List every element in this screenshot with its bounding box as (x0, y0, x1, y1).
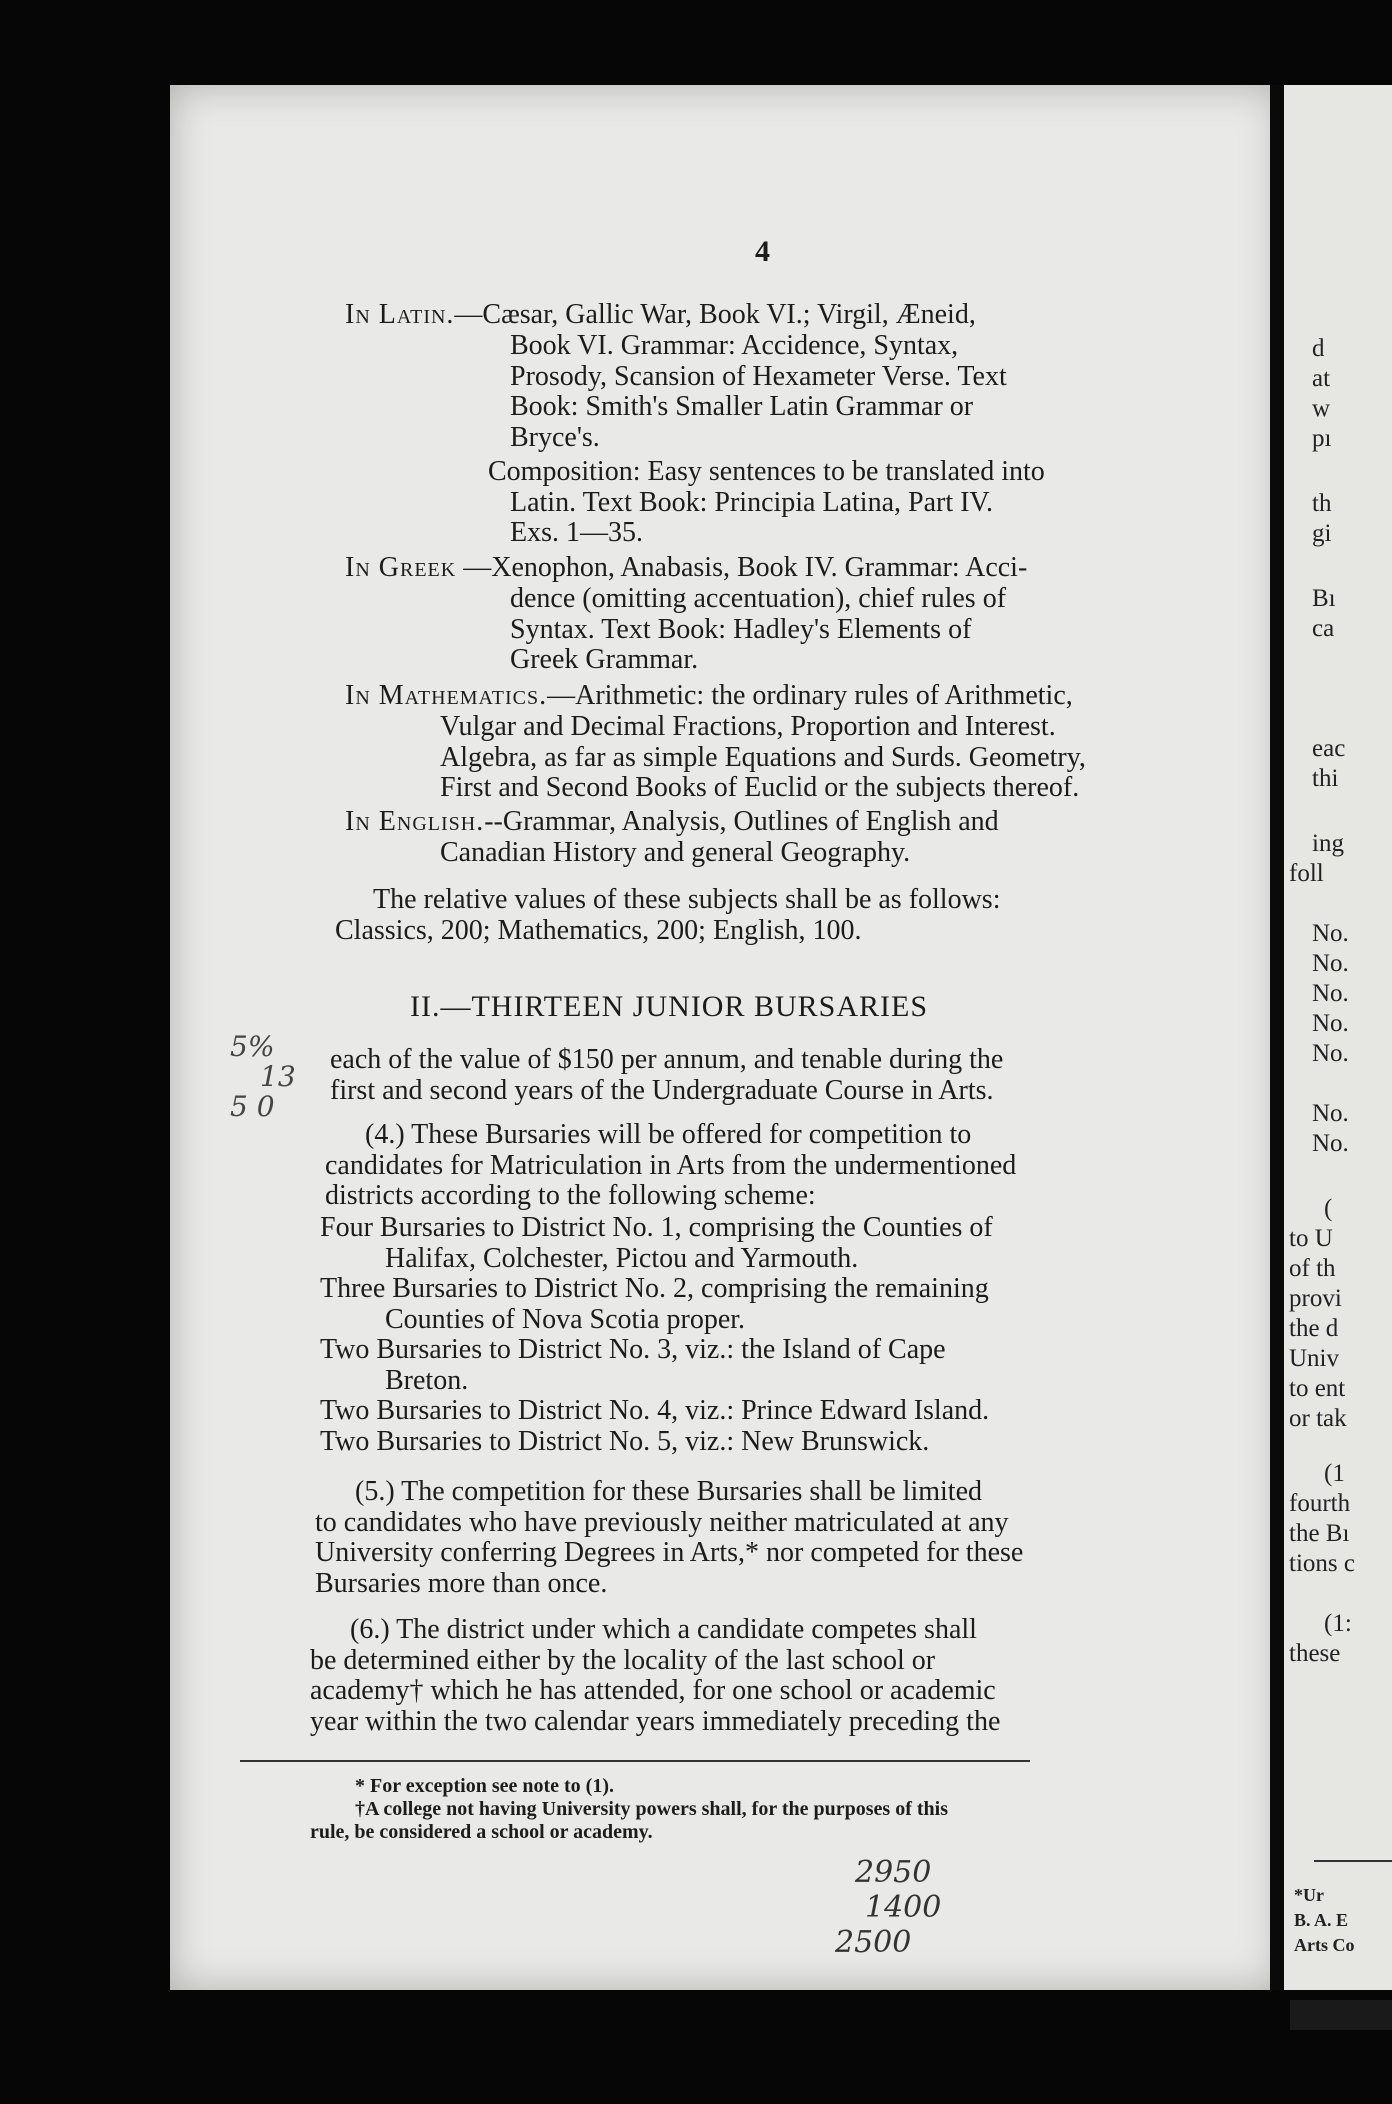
adjacent-page-line: Bı (1312, 585, 1336, 612)
composition-line-3: Exs. 1—35. (510, 517, 643, 548)
adjacent-footnote-divider (1314, 1860, 1392, 1862)
adjacent-page-line: th (1312, 490, 1332, 517)
footnote-2: †A college not having University powers shall, for the purposes of this (355, 1798, 948, 1820)
adjacent-page-line: (1 (1324, 1460, 1345, 1487)
footnote-3: rule, be considered a school or academy. (310, 1821, 653, 1843)
adjacent-page-line: No. (1312, 980, 1349, 1007)
adjacent-page-line: tions c (1289, 1550, 1355, 1577)
district-line-3: Three Bursaries to District No. 2, comprising the remaining (320, 1273, 989, 1304)
adjacent-page-line: (1: (1324, 1610, 1352, 1637)
latin-line-1: —Cæsar, Gallic War, Book VI.; Virgil, Æneid, (454, 299, 976, 330)
paragraph-6 (310, 1615, 1000, 1737)
values-line-2: Classics, 200; Mathematics, 200; English, 100. (335, 914, 862, 946)
adjacent-page-line: eac (1312, 735, 1346, 762)
district-line-5: Two Bursaries to District No. 3, viz.: the Island of Cape (320, 1334, 946, 1365)
latin-continuation (510, 331, 1007, 453)
adjacent-page-line: No. (1312, 1130, 1349, 1157)
footnote-1: * For exception see note to (1). (355, 1775, 615, 1797)
district-line-7: Two Bursaries to District No. 4, viz.: Prince Edward Island. (320, 1395, 990, 1426)
section-heading: II.—THIRTEEN JUNIOR BURSARIES (410, 990, 929, 1023)
composition-line-1: Composition: Easy sentences to be translated into (488, 456, 1045, 487)
adjacent-page-line: the Bı (1289, 1520, 1350, 1547)
adjacent-page-footnote: Arts Co (1294, 1935, 1355, 1955)
district-line-1: Four Bursaries to District No. 1, comprising the Counties of (320, 1212, 993, 1243)
district-line-2: Halifax, Colchester, Pictou and Yarmouth. (385, 1242, 859, 1274)
english-continuation (440, 838, 910, 869)
handwritten-figure-3: 2500 (835, 1925, 912, 1960)
para6-line-3: academy† which he has attended, for one school or academic (310, 1675, 996, 1706)
district-line-4: Counties of Nova Scotia proper. (385, 1303, 746, 1335)
adjacent-page-line: to U (1289, 1225, 1333, 1252)
math-line-4: First and Second Books of Euclid or the subjects thereof. (440, 772, 1080, 803)
adjacent-page-line: No. (1312, 1100, 1349, 1127)
adjacent-page-footnote: B. A. E (1294, 1910, 1349, 1930)
adjacent-page-line: ing (1312, 830, 1344, 857)
para5-line-3: University conferring Degrees in Arts,* nor competed for these (315, 1537, 1024, 1568)
mathematics-lead: In Mathematics. (345, 680, 548, 711)
adjacent-page-line: fourth (1289, 1490, 1351, 1517)
values-line-1: The relative values of these subjects shall be as follows: (373, 884, 1001, 915)
para6-line-4: year within the two calendar years immediately preceding the (310, 1705, 1001, 1737)
adjacent-page-line: at (1312, 365, 1331, 392)
adjacent-page-footnote: *Ur (1294, 1885, 1324, 1905)
adjacent-page-line: to ent (1289, 1375, 1346, 1402)
adjacent-page-line: ( (1324, 1195, 1333, 1222)
adjacent-page-line: provi (1289, 1285, 1342, 1312)
english-section (345, 807, 999, 838)
page-content (170, 85, 1280, 1990)
margin-note-2: 13 (260, 1060, 296, 1093)
districts-list (320, 1213, 993, 1457)
margin-note-1: 5% (230, 1030, 275, 1063)
greek-line-4: Greek Grammar. (510, 644, 699, 675)
junior-bursaries-paragraph (330, 1045, 1003, 1106)
para5-line-4: Bursaries more than once. (315, 1567, 608, 1599)
values-paragraph (335, 885, 1000, 946)
handwritten-figure-2: 1400 (865, 1890, 942, 1925)
paragraph-4 (325, 1120, 1016, 1212)
latin-line-2: Book VI. Grammar: Accidence, Syntax, (510, 330, 959, 361)
latin-lead: In Latin. (345, 299, 455, 330)
greek-line-3: Syntax. Text Book: Hadley's Elements of (510, 613, 972, 645)
adjacent-page-line: No. (1312, 1010, 1349, 1037)
adjacent-page-line: these (1289, 1640, 1341, 1667)
mathematics-continuation (440, 712, 1086, 804)
greek-section (345, 553, 1027, 584)
margin-note-3: 5 0 (230, 1090, 275, 1123)
junior-line-1: each of the value of $150 per annum, and tenable during the (330, 1044, 1004, 1075)
latin-composition (488, 457, 1045, 549)
math-line-3: Algebra, as far as simple Equations and Surds. Geometry, (440, 741, 1086, 773)
latin-line-4: Book: Smith's Smaller Latin Grammar or (510, 391, 974, 422)
english-line-1: --Grammar, Analysis, Outlines of English and (484, 806, 999, 837)
para4-line-3: districts according to the following scheme: (325, 1180, 816, 1211)
para6-line-2: be determined either by the locality of the last school or (310, 1644, 936, 1676)
adjacent-page-line: Univ (1289, 1345, 1339, 1372)
para6-line-1: (6.) The district under which a candidate competes shall (350, 1614, 977, 1645)
adjacent-page-line: or tak (1289, 1405, 1347, 1432)
english-line-2: Canadian History and general Geography. (440, 837, 911, 868)
greek-line-2: dence (omitting accentuation), chief rules of (510, 583, 1007, 614)
adjacent-page-line: gi (1312, 520, 1332, 547)
adjacent-page-line: of th (1289, 1255, 1336, 1282)
english-lead: In English. (345, 806, 485, 837)
adjacent-page-line: thi (1312, 765, 1339, 792)
adjacent-page-line: d (1312, 335, 1325, 362)
para5-line-1: (5.) The competition for these Bursaries shall be limited (355, 1476, 982, 1507)
page-number: 4 (755, 235, 770, 268)
para4-line-1: (4.) These Bursaries will be offered for competition to (365, 1119, 972, 1150)
latin-line-3: Prosody, Scansion of Hexameter Verse. Text (510, 360, 1007, 392)
composition-line-2: Latin. Text Book: Principia Latina, Part IV. (510, 486, 994, 518)
handwritten-figure-1: 2950 (855, 1855, 932, 1890)
greek-line-1: —Xenophon, Anabasis, Book IV. Grammar: Acci- (463, 552, 1028, 583)
para4-line-2: candidates for Matriculation in Arts from the undermentioned (325, 1149, 1017, 1181)
latin-line-5: Bryce's. (510, 421, 600, 453)
adjacent-page-line: No. (1312, 1040, 1349, 1067)
district-line-6: Breton. (385, 1364, 469, 1396)
adjacent-page-fragment (1284, 85, 1392, 1990)
math-line-2: Vulgar and Decimal Fractions, Proportion and Interest. (440, 711, 1056, 742)
footnote-divider (240, 1760, 1030, 1762)
greek-lead: In Greek (345, 552, 457, 583)
para5-line-2: to candidates who have previously neither matriculated at any (315, 1506, 1009, 1538)
paragraph-5 (315, 1477, 1023, 1599)
district-line-8: Two Bursaries to District No. 5, viz.: New Brunswick. (320, 1425, 930, 1457)
junior-line-2: first and second years of the Undergraduate Course in Arts. (330, 1074, 994, 1106)
latin-section (345, 300, 976, 331)
adjacent-page-line: No. (1312, 920, 1349, 947)
adjacent-page-line: the d (1289, 1315, 1339, 1342)
math-line-1: —Arithmetic: the ordinary rules of Arithmetic, (547, 680, 1073, 711)
adjacent-page-line: foll (1289, 860, 1324, 887)
adjacent-page-line: No. (1312, 950, 1349, 977)
mathematics-section (345, 681, 1073, 712)
adjacent-page-line: pı (1312, 425, 1332, 452)
greek-continuation (510, 584, 1006, 676)
adjacent-page-line: w (1312, 395, 1331, 422)
adjacent-page-line: ca (1312, 615, 1335, 642)
film-artifact (1290, 2000, 1392, 2030)
